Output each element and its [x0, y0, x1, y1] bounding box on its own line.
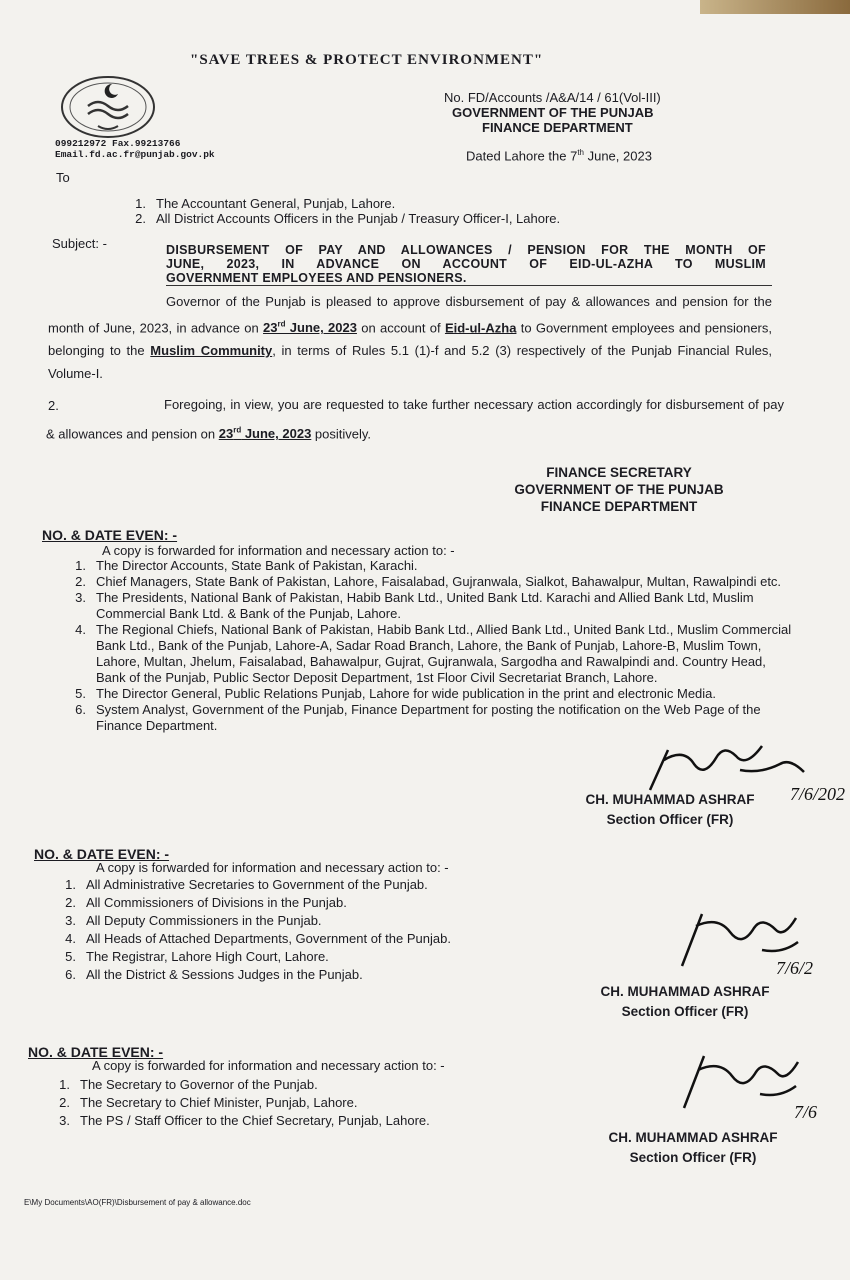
to-item: All District Accounts Officers in the Punjab / Treasury Officer-I, Lahore. [156, 211, 561, 226]
list-item [62, 622, 796, 686]
list-item-number: 3. [59, 1113, 70, 1128]
copy1-intro: A copy is forwarded for information and necessary action to: - [102, 543, 455, 558]
copy2-intro: A copy is forwarded for information and necessary action to: - [96, 860, 449, 875]
email: Email.fd.ac.fr@punjab.gov.pk [55, 149, 215, 160]
header-dept: FINANCE DEPARTMENT [482, 120, 633, 135]
list-item-number: 3. [65, 913, 76, 928]
subject-label: Subject: - [52, 236, 107, 251]
list-item-text: All Heads of Attached Departments, Government of the Punjab. [86, 931, 451, 946]
list-item-number: 2. [59, 1095, 70, 1110]
list-item-number: 5. [65, 949, 76, 964]
list-item [52, 948, 572, 966]
list-item-text: Chief Managers, State Bank of Pakistan, Lahore, Faisalabad, Gujranwala, Sialkot, Bahawalpur, Multan, Rawalpindi etc. [96, 574, 782, 589]
to-list: 1. The Accountant General, Punjab, Lahore. 2. All District Accounts Officers in the Punjab / Treasury Officer-I, Lahore. [135, 196, 561, 226]
svg-text:7/6/202: 7/6/202 [790, 784, 846, 804]
list-item-number: 2. [65, 895, 76, 910]
contact-info [55, 138, 215, 160]
list-item [52, 876, 572, 894]
paragraph-2: Foregoing, in view, you are requested to take further necessary action accordingly for disbursement of pay & allowances and pension on 23rd June, 2023 positively. [46, 397, 784, 442]
copy2-heading: NO. & DATE EVEN: - [34, 846, 170, 862]
paragraph-1: Governor of the Punjab is pleased to approve disbursement of pay & allowances and pension for the month of June, 2023, in advance on 23rd June, 2023 on account of Eid-ul-Azha to Government employees and pensioners, belonging to the Muslim Community, in terms of Rules 5.1 (1)-f and 5.2 (3) respectively of the Punjab Financial Rules, Volume-I. [48, 294, 773, 382]
list-item [62, 590, 796, 622]
list-item [62, 558, 796, 574]
para-2-number: 2. [48, 398, 59, 413]
subject-text: DISBURSEMENT OF PAY AND ALLOWANCES / PENSION FOR THE MONTH OF JUNE, 2023, IN ADVANCE ON ACCOUNT OF EID-UL-AZHA TO MUSLIM GOVERNMENT EMPLOYEES AND PENSIONERS. [166, 243, 766, 286]
list-item [52, 930, 572, 948]
reference-number: No. FD/Accounts /A&A/14 / 61(Vol-III) [444, 90, 661, 105]
footer-file-path: E\My Documents\AO(FR)\Disbursement of pay & allowance.doc [24, 1198, 251, 1207]
copy1-list [62, 558, 796, 734]
list-item-text: The PS / Staff Officer to the Chief Secretary, Punjab, Lahore. [80, 1113, 430, 1128]
list-item-text: All the District & Sessions Judges in the Punjab. [86, 967, 363, 982]
list-item [46, 1076, 566, 1094]
signature-block-1: CH. MUHAMMAD ASHRAF Section Officer (FR) [585, 792, 755, 827]
copy1-heading: NO. & DATE EVEN: - [42, 527, 178, 543]
signature-icon [676, 1048, 850, 1140]
date-line: Dated Lahore the 7th June, 2023 [466, 148, 652, 164]
list-item-number: 1. [59, 1077, 70, 1092]
to-item: The Accountant General, Punjab, Lahore. [156, 196, 396, 211]
list-item [52, 912, 572, 930]
header-govt: GOVERNMENT OF THE PUNJAB [452, 105, 654, 120]
list-item [52, 966, 572, 984]
list-item-text: The Director General, Public Relations Punjab, Lahore for wide publication in the print and electronic Media. [96, 686, 717, 701]
list-item-text: The Regional Chiefs, National Bank of Pakistan, Habib Bank Ltd., Allied Bank Ltd., United Bank Ltd., Muslim Commercial Bank Ltd., Bank of the Punjab, Lahore-A, Sadar Road Branch, Lahore, the Bank of Punjab, Lahore-B, Muslim Town, Lahore, Multan, Jhelum, Faisalabad, Bahawalpur, Gujrat, Gujranwala, Sargodha and Rawalpindi and. Country Head, Bank of the Punjab, Public Sector Deposit Department, 1st Floor Civil Secretariat Branch, Lahore. [96, 622, 792, 685]
list-item [62, 574, 796, 590]
list-item-text: The Presidents, National Bank of Pakistan, Habib Bank Ltd., United Bank Ltd. Karachi and Allied Bank Ltd, Muslim Commercial Bank Ltd. & Bank of the Punjab, Lahore. [96, 590, 754, 621]
list-item-number: 6. [65, 967, 76, 982]
list-item-text: All Administrative Secretaries to Government of the Punjab. [86, 877, 428, 892]
list-item-text: All Commissioners of Divisions in the Punjab. [86, 895, 347, 910]
copy3-heading: NO. & DATE EVEN: - [28, 1044, 164, 1060]
list-item [62, 686, 796, 702]
signature-icon [672, 896, 850, 988]
motto: "SAVE TREES & PROTECT ENVIRONMENT" [190, 52, 544, 68]
to-label: To [56, 170, 70, 185]
secretary-block: FINANCE SECRETARY GOVERNMENT OF THE PUNJAB FINANCE DEPARTMENT [514, 465, 724, 514]
punjab-emblem-icon [58, 72, 158, 142]
list-item-number: 6. [75, 702, 86, 717]
list-item [46, 1112, 566, 1130]
svg-text:7/6/2: 7/6/2 [776, 958, 814, 978]
signature-icon [640, 720, 850, 810]
page-edge [700, 0, 850, 14]
list-item-number: 3. [75, 590, 86, 605]
list-item-text: The Secretary to Chief Minister, Punjab, Lahore. [80, 1095, 358, 1110]
list-item-text: System Analyst, Government of the Punjab, Finance Department for posting the notification on the Web Page of the Finance Department. [96, 702, 761, 733]
list-item-number: 4. [75, 622, 86, 637]
list-item-text: The Secretary to Governor of the Punjab. [80, 1077, 318, 1092]
signature-block-2: CH. MUHAMMAD ASHRAF Section Officer (FR) [600, 984, 770, 1019]
list-item [52, 894, 572, 912]
copy3-intro: A copy is forwarded for information and necessary action to: - [92, 1058, 445, 1073]
signature-block-3: CH. MUHAMMAD ASHRAF Section Officer (FR) [608, 1130, 778, 1165]
list-item-number: 1. [75, 558, 86, 573]
list-item [46, 1094, 566, 1112]
list-item-text: The Registrar, Lahore High Court, Lahore. [86, 949, 329, 964]
list-item-text: All Deputy Commissioners in the Punjab. [86, 913, 322, 928]
copy2-list [52, 876, 572, 984]
list-item-number: 2. [75, 574, 86, 589]
list-item-number: 5. [75, 686, 86, 701]
list-item-number: 1. [65, 877, 76, 892]
svg-text:7/6: 7/6 [794, 1102, 818, 1122]
list-item-number: 4. [65, 931, 76, 946]
copy3-list [46, 1076, 566, 1130]
phone-fax: 099212972 Fax.99213766 [55, 138, 181, 149]
list-item-text: The Director Accounts, State Bank of Pakistan, Karachi. [96, 558, 418, 573]
